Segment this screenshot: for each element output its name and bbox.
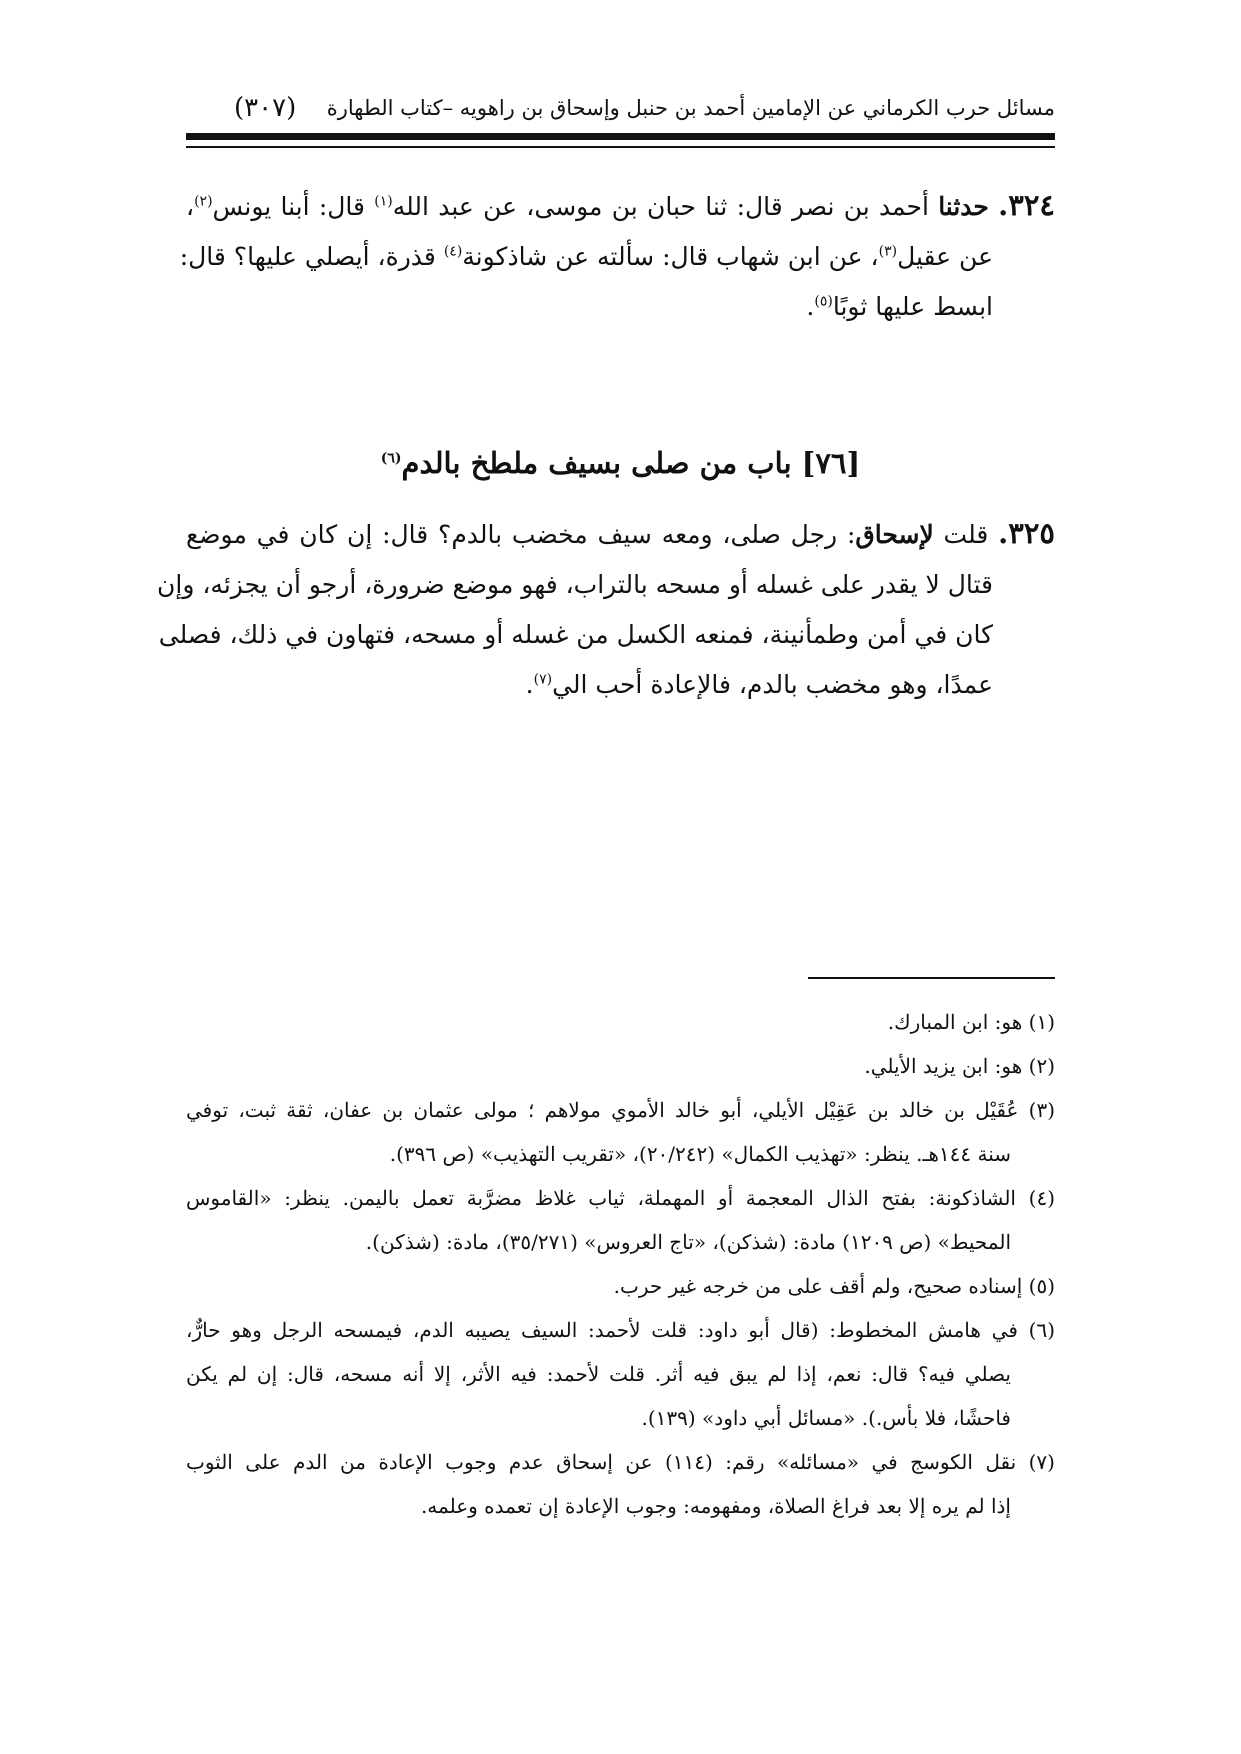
- footnote-separator: [808, 977, 1055, 979]
- text-run: .: [525, 670, 534, 699]
- paragraph-line: كان في أمن وطمأنينة، فمنعه الكسل من غسله أو مسحه، فتهاون في ذلك، فصلى: [158, 620, 993, 649]
- text-run: : رجل صلى، ومعه سيف مخضب بالدم؟ قال: إن كان في موضع: [186, 520, 856, 549]
- footnote-2: [186, 1044, 1055, 1088]
- footnote-line: (٥) إسناده صحيح، ولم أقف على من خرجه غير حرب.: [613, 1274, 1055, 1298]
- footnote-line: سنة ١٤٤هـ. ينظر: «تهذيب الكمال» (٢٠/٢٤٢)، «تقريب التهذيب» (ص ٣٩٦).: [389, 1142, 1011, 1166]
- footnote-3: [186, 1088, 1055, 1176]
- header-rule-thin: [186, 146, 1055, 148]
- footnote-ref[interactable]: (١): [374, 193, 393, 210]
- footnote-ref[interactable]: (٧): [533, 671, 553, 688]
- text-run: عن عقيل: [897, 242, 993, 271]
- text-run: ، عن ابن شهاب قال: سألته عن شاذكونة: [462, 242, 879, 271]
- footnote-line: يصلي فيه؟ قال: نعم، إذا لم يبق فيه أثر. قلت لأحمد: فيه الأثر، إلا أنه مسحه، قال: إن لم يكن: [186, 1362, 1011, 1386]
- text-run: ،: [186, 192, 195, 221]
- text-run: عمدًا، وهو مخضب بالدم، فالإعادة أحب الي: [552, 670, 993, 699]
- paragraph-line: [186, 660, 1055, 710]
- header-rule-thick: [186, 133, 1055, 140]
- footnote-4: [186, 1176, 1055, 1264]
- chapter-title: [٧٦] باب من صلى بسيف ملطخ بالدم: [401, 446, 861, 480]
- footnote-6: [186, 1308, 1055, 1440]
- paragraph-line: [186, 282, 1055, 332]
- text-run: قال: أبنا يونس: [212, 192, 375, 221]
- paragraph-324: [179, 180, 1055, 332]
- narration-lead: لإسحاق: [855, 520, 934, 549]
- header-title: مسائل حرب الكرماني عن الإمامين أحمد بن حنبل وإسحاق بن راهويه –كتاب الطهارة: [326, 96, 1055, 120]
- text-run: أحمد بن نصر قال: ثنا حبان بن موسى، عن عبد الله: [392, 192, 929, 221]
- footnote-5: [186, 1264, 1055, 1308]
- footnote-ref[interactable]: (٤): [443, 243, 463, 260]
- footnote-line: (٧) نقل الكوسج في «مسائله» رقم: (١١٤) عن إسحاق عدم وجوب الإعادة من الدم على الثوب: [186, 1450, 1055, 1474]
- text-run: .: [806, 292, 815, 321]
- footnote-ref[interactable]: (٦): [380, 450, 402, 467]
- paragraph-line: قتال لا يقدر على غسله أو مسحه بالتراب، فهو موضع ضرورة، أرجو أن يجزئه، وإن: [157, 570, 993, 599]
- footnote-line: (١) هو: ابن المبارك.: [887, 1010, 1055, 1034]
- footnote-line: المحيط» (ص ١٢٠٩) مادة: (شذكن)، «تاج العروس» (٣٥/٢٧١)، مادة: (شذكن).: [365, 1230, 1011, 1254]
- footnote-line: فاحشًا، فلا بأس.). «مسائل أبي داود» (١٣٩).: [641, 1406, 1011, 1430]
- footnote-line: (٦) في هامش المخطوط: (قال أبو داود: قلت لأحمد: السيف يصيبه الدم، فيمسحه الرجل وهو حارٌّ،: [186, 1318, 1055, 1342]
- running-header: [186, 88, 1055, 128]
- text-run: قذرة، أيصلي عليها؟ قال:: [179, 242, 444, 271]
- text-run: ابسط عليها ثوبًا: [832, 292, 993, 321]
- paragraph-line: [186, 508, 1055, 560]
- footnote-line: (٢) هو: ابن يزيد الأيلي.: [864, 1054, 1055, 1078]
- paragraph-325: [157, 508, 1055, 710]
- footnote-line: (٤) الشاذكونة: بفتح الذال المعجمة أو المهملة، ثياب غلاظ مضرَّبة تعمل باليمن. ينظر: «القاموس: [186, 1186, 1055, 1210]
- chapter-heading: [186, 438, 1055, 488]
- page-number: (٣٠٧): [234, 93, 297, 123]
- footnote-ref[interactable]: (٣): [878, 243, 898, 260]
- narration-lead: حدثنا: [938, 192, 989, 221]
- footnote-7: [186, 1440, 1055, 1528]
- paragraph-line: [179, 232, 1055, 282]
- paragraph-line: [186, 180, 1055, 232]
- paragraph-number: ٣٢٤.: [998, 188, 1055, 222]
- footnote-1: [186, 1000, 1055, 1044]
- footnote-ref[interactable]: (٢): [194, 193, 213, 210]
- text-run: قلت: [933, 520, 989, 549]
- paragraph-number: ٣٢٥.: [998, 516, 1055, 550]
- footnote-ref[interactable]: (٥): [814, 293, 833, 310]
- footnote-line: (٣) عُقَيْل بن خالد بن عَقِيْل الأيلي، أبو خالد الأموي مولاهم ؛ مولى عثمان بن عفان، ثقة ثبت، توفي: [186, 1098, 1055, 1122]
- footnote-line: إذا لم يره إلا بعد فراغ الصلاة، ومفهومه: وجوب الإعادة إن تعمده وعلمه.: [420, 1494, 1011, 1518]
- footnotes: [186, 1000, 1055, 1528]
